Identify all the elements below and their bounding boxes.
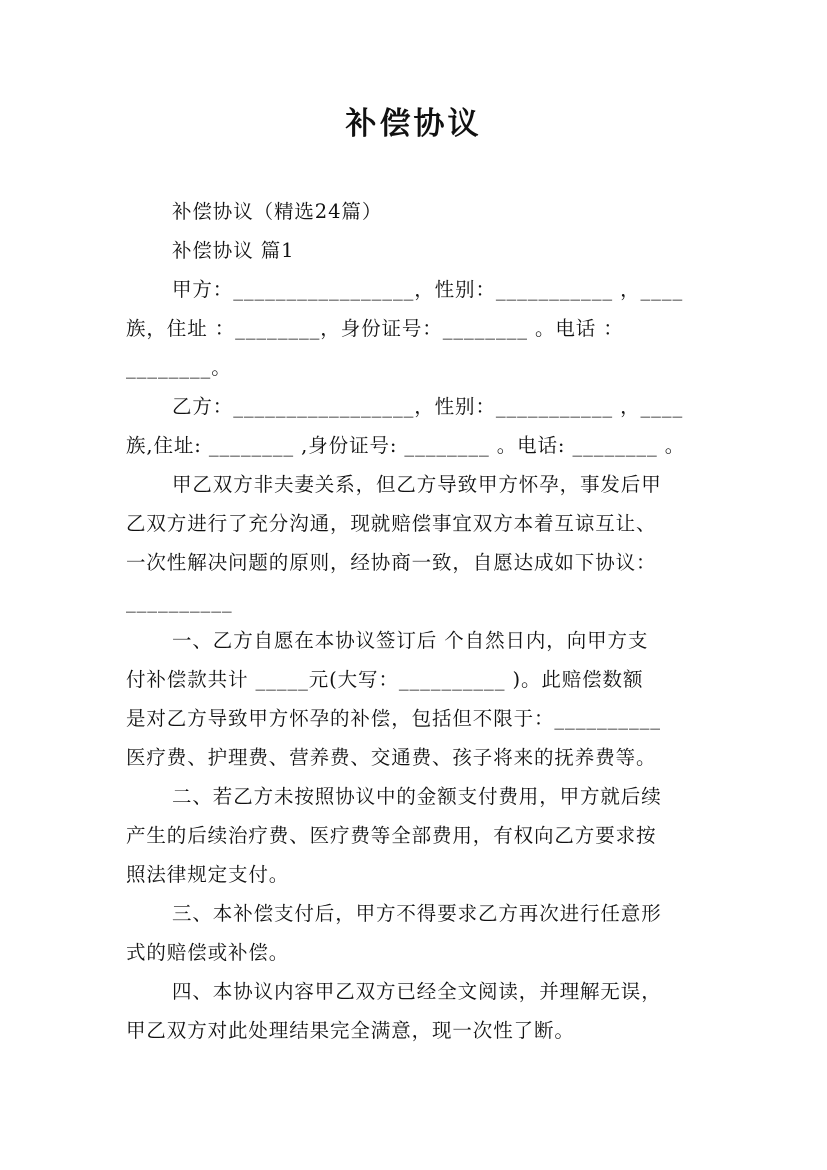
subtitle-line: 补偿协议（精选24篇） xyxy=(172,200,383,223)
clause-3-line-2: 式的赔偿或补偿。 xyxy=(126,941,290,964)
preamble-line-3: 一次性解决问题的原则，经协商一致，自愿达成如下协议： xyxy=(126,551,657,574)
party-a-line-3: ________。 xyxy=(126,356,232,379)
preamble-line-4: __________ xyxy=(126,590,233,613)
party-a-line-1: 甲方：_________________，性别：___________ ，____ xyxy=(172,278,684,301)
section-heading: 补偿协议 篇1 xyxy=(172,239,295,262)
clause-3-line-1: 三、本补偿支付后，甲方不得要求乙方再次进行任意形 xyxy=(172,902,662,925)
clause-2-line-1: 二、若乙方未按照协议中的金额支付费用，甲方就后续 xyxy=(172,785,662,808)
preamble-line-1: 甲乙双方非夫妻关系，但乙方导致甲方怀孕，事发后甲 xyxy=(172,473,662,496)
clause-1-line-1: 一、乙方自愿在本协议签订后 个自然日内，向甲方支 xyxy=(172,629,649,652)
clause-2-line-2: 产生的后续治疗费、医疗费等全部费用，有权向乙方要求按 xyxy=(126,824,657,847)
party-b-line-2: 族,住址: ________ ,身份证号: ________ 。电话: ________ 。 xyxy=(126,434,686,457)
clause-4-line-2: 甲乙双方对此处理结果完全满意，现一次性了断。 xyxy=(126,1019,575,1042)
clause-2-line-3: 照法律规定支付。 xyxy=(126,863,290,886)
party-b-line-1: 乙方：_________________，性别：___________ ，____ xyxy=(172,395,684,418)
document-title: 补偿协议 xyxy=(345,106,482,142)
preamble-line-2: 乙双方进行了充分沟通，现就赔偿事宜双方本着互谅互让、 xyxy=(126,512,657,535)
clause-4-line-1: 四、本协议内容甲乙双方已经全文阅读，并理解无误， xyxy=(172,980,662,1003)
clause-1-line-2: 付补偿款共计 _____元(大写：__________ )。此赔偿数额 xyxy=(126,668,644,691)
clause-1-line-3: 是对乙方导致甲方怀孕的补偿，包括但不限于：__________ xyxy=(126,707,661,730)
party-a-line-2: 族，住址 ：________，身份证号：________ 。电话 ： xyxy=(126,317,624,340)
clause-1-line-4: 医疗费、护理费、营养费、交通费、孩子将来的抚养费等。 xyxy=(126,746,657,769)
